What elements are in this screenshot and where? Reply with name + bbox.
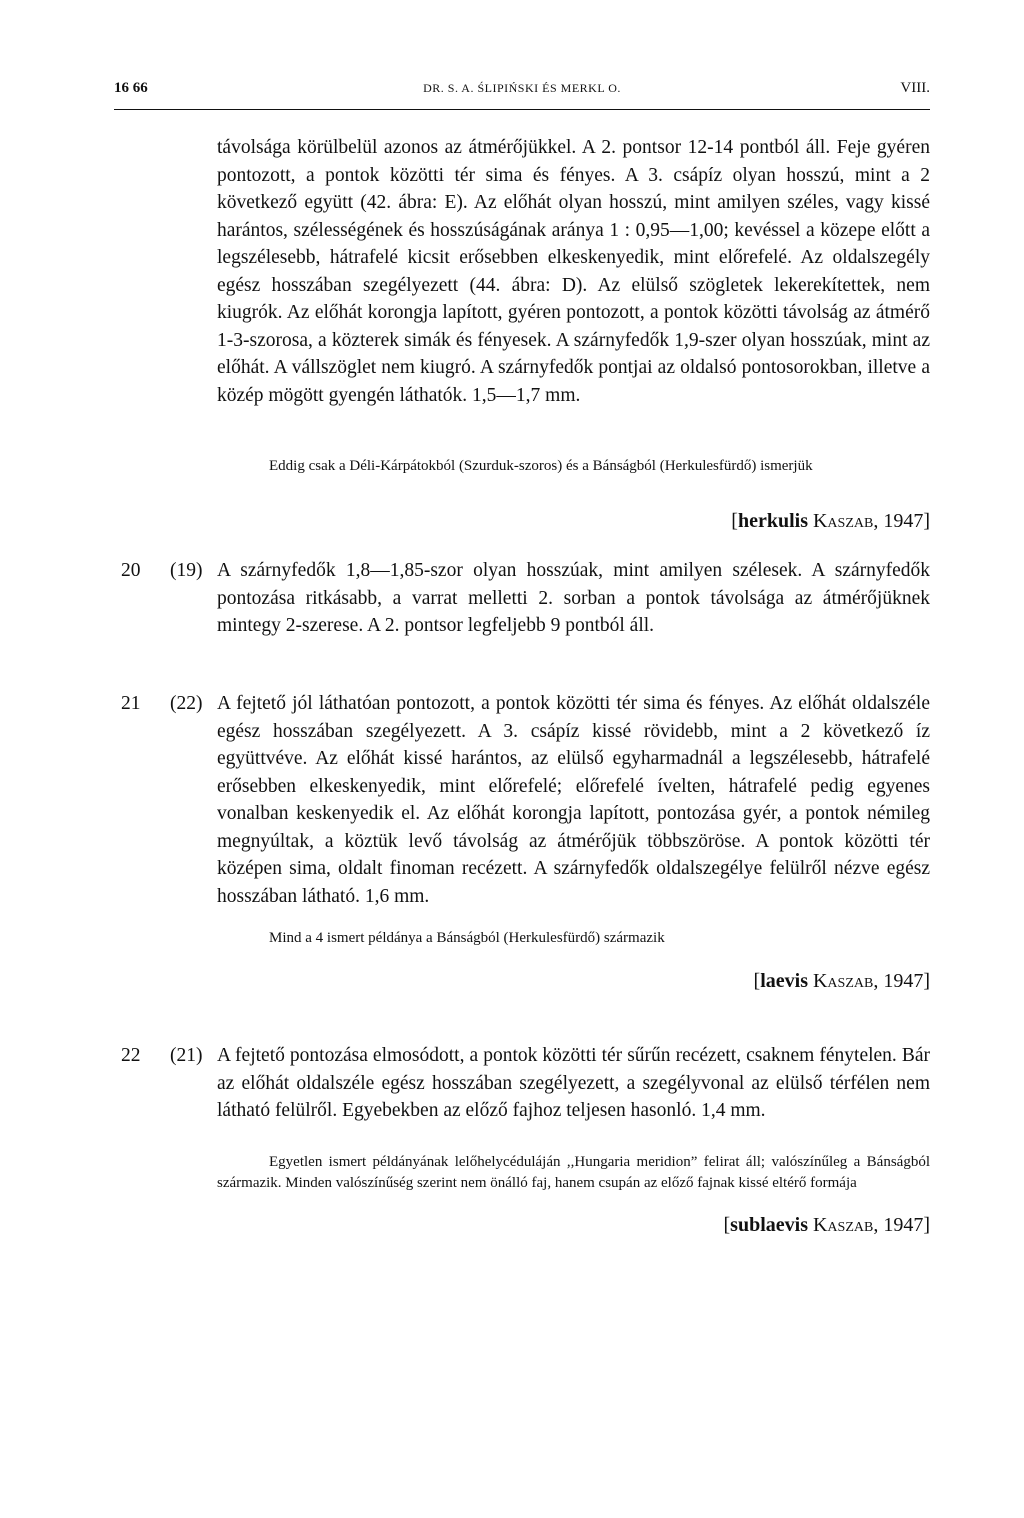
species-name: sublaevis: [730, 1214, 808, 1236]
species-author: Kaszab, 1947: [812, 970, 924, 992]
species-laevis: [laevis Kaszab, 1947]: [753, 970, 930, 992]
couplet-20-text: A szárnyfedők 1,8—1,85-szor olyan hosszúak, mint amilyen szélesek. A szárnyfedők pontozása ritkásabb, a varrat melletti 2. sorban a pontok távolsága az átmérőjüknek mintegy 2-szerese. A 2. pontsor legfeljebb 9 pontból áll.: [217, 560, 930, 636]
species-herkulis: [herkulis Kaszab, 1947]: [731, 510, 930, 532]
running-title: DR. S. A. ŚLIPIŃSKI ÉS MERKL O.: [423, 81, 621, 95]
couplet-reference: (21): [170, 1045, 203, 1066]
species-name: herkulis: [737, 510, 808, 532]
intro-paragraph: távolsága körülbelül azonos az átmérőjükkel. A 2. pontsor 12-14 pontból áll. Feje gyéren pontozott, a pontok közötti tér sima és fényes. A 3. csápíz olyan hosszú, mint a 2 következő együtt (42. ábra: E). Az előhát olyan hosszú, mint amilyen széles, vagy kissé harántos, szélességének és hosszúságának aránya 1 : 0,95—1,00; kevéssel a közepe előtt a legszélesebb, hátrafelé kicsit erősebben elkeskenyedik, mint előrefelé. Az oldalszegély egész hosszában szegélyezett (44. ábra: D). Az elülső szögletek lekerekítettek, nem kiugrók. Az előhát korongja lapított, gyéren pontozott, a pontok közötti távolság az átmérő 1-3-szorosa, a közterek simák és fényesek. A szárnyfedők 1,9-szer olyan hosszúak, mint az előhát. A vállszöglet nem kiugró. A szárnyfedők pontjai az oldalsó pontosorokban, illetve a közép mögött gyengén láthatók. 1,5—1,7 mm.: [217, 137, 930, 406]
species-author: Kaszab, 1947: [812, 510, 924, 532]
species-sublaevis: [sublaevis Kaszab, 1947]: [723, 1214, 930, 1236]
couplet-number: 20: [121, 560, 141, 581]
intro-distribution-note: Eddig csak a Déli-Kárpátokból (Szurduk-szoros) és a Bánságból (Herkulesfürdő) ismerjük: [269, 458, 813, 474]
couplet-21-text: A fejtető jól láthatóan pontozott, a pontok közötti tér sima és fényes. Az előhát oldalszéle egész hosszában szegélyezett. A 3. csápíz kissé rövidebb, mint a 2 következő íz együttvéve. Az előhát kissé harántos, az elülső egyharmadnál a legszélesebb, hátrafelé erősebben elkeskenyedik, mint előrefelé; előrefelé ívelten, hátrafelé pedig egyenes vonalban keskenyedik el. Az előhát korongja lapított, pontozása gyér, a pontok némileg megnyúltak, a köztük levő távolság az átmérőjük többszöröse. A pontok közötti tér középen sima, oldalt finoman recézett. A szárnyfedők oldalszegélye felülről nézve egész hosszában látható. 1,6 mm.: [217, 693, 930, 907]
couplet-reference: (19): [170, 560, 203, 581]
header-rule: [114, 109, 930, 110]
couplet-21-distribution-note: Mind a 4 ismert példánya a Bánságból (Herkulesfürdő) származik: [269, 930, 665, 946]
couplet-reference: (22): [170, 693, 203, 714]
couplet-22-text: A fejtető pontozása elmosódott, a pontok közötti tér sűrűn recézett, csaknem fénytelen. Bár az előhát oldalszéle egész hosszában szegélyezett, a szegélyvonal az elülső térfélen nem látható felülről. Egyebekben az előző fajhoz teljesen hasonló. 1,4 mm.: [217, 1045, 930, 1121]
couplet-22-distribution-note: Egyetlen ismert példányának lelőhelycéduláján ,,Hungaria meridion” felirat áll; valószínűleg a Bánságból származik. Minden valószínűség szerint nem önálló faj, hanem csupán az előző fajnak kissé eltérő formája: [217, 1154, 930, 1191]
species-name: laevis: [760, 970, 808, 992]
couplet-number: 21: [121, 693, 141, 714]
page-numbers: 16 66: [114, 80, 148, 96]
volume-number: VIII.: [900, 80, 930, 96]
running-header: [114, 80, 930, 102]
species-author: Kaszab, 1947: [812, 1214, 924, 1236]
couplet-number: 22: [121, 1045, 141, 1066]
